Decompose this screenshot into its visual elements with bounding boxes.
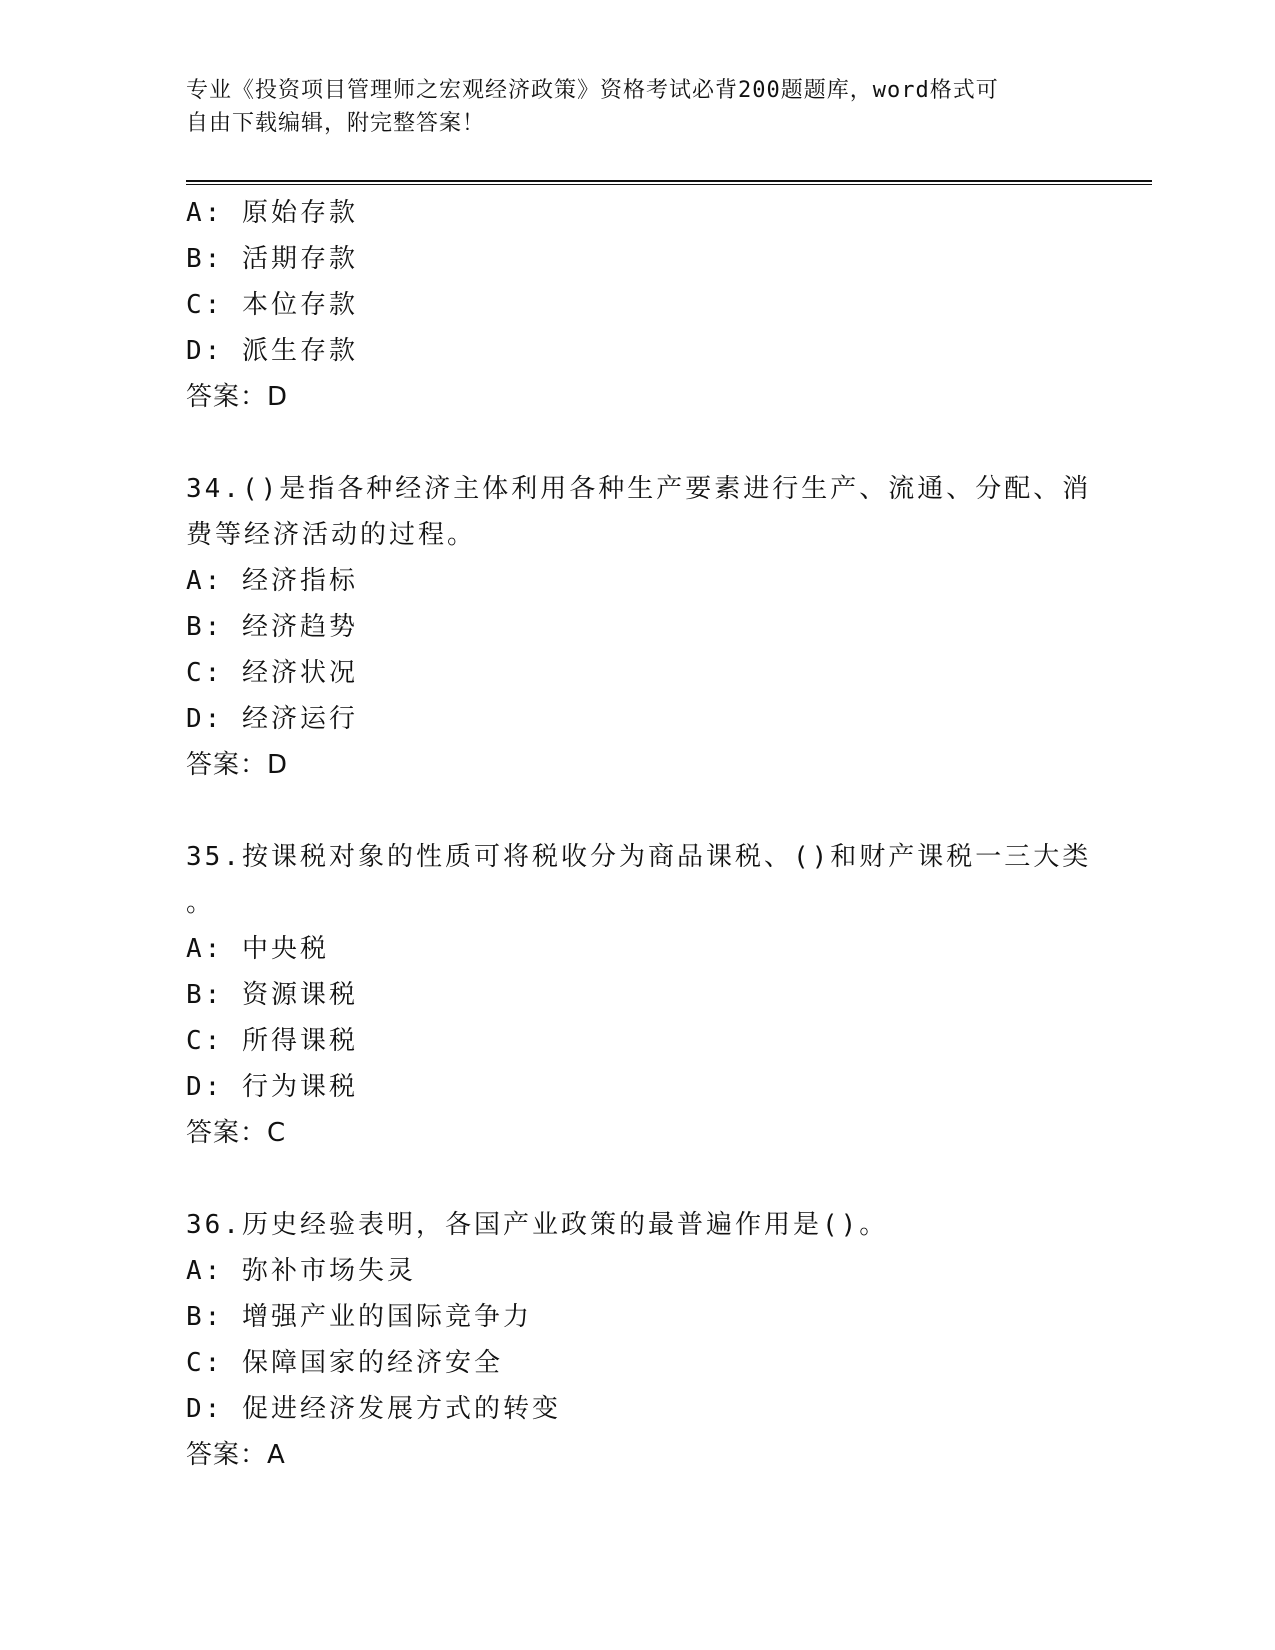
option-d: D: 经济运行 bbox=[186, 704, 358, 734]
question-33-block bbox=[186, 190, 1086, 420]
answer-line: 答案：C bbox=[186, 1118, 287, 1148]
option-a: A: 中央税 bbox=[186, 934, 329, 964]
header-rule bbox=[186, 180, 1152, 182]
spacer bbox=[186, 788, 1086, 834]
question-35-block bbox=[186, 834, 1092, 1156]
option-b: B: 活期存款 bbox=[186, 244, 358, 274]
option-a: A: 经济指标 bbox=[186, 566, 358, 596]
option-d: D: 行为课税 bbox=[186, 1072, 358, 1102]
answer-line: 答案：D bbox=[186, 382, 289, 412]
question-text-line-2: 。 bbox=[186, 888, 216, 918]
header-line-1: 专业《投资项目管理师之宏观经济政策》资格考试必背200题题库，word格式可 bbox=[186, 78, 999, 103]
question-list bbox=[186, 190, 1092, 1478]
option-c: C: 经济状况 bbox=[186, 658, 358, 688]
answer-line: 答案：D bbox=[186, 750, 289, 780]
document-header bbox=[186, 74, 1066, 140]
question-34-block bbox=[186, 466, 1092, 788]
question-text-line-1: 34.()是指各种经济主体利用各种生产要素进行生产、流通、分配、消 bbox=[186, 474, 1092, 504]
question-text-line-1: 36.历史经验表明，各国产业政策的最普遍作用是()。 bbox=[186, 1210, 889, 1240]
option-b: B: 资源课税 bbox=[186, 980, 358, 1010]
option-b: B: 增强产业的国际竞争力 bbox=[186, 1302, 532, 1332]
option-c: C: 本位存款 bbox=[186, 290, 358, 320]
answer-line: 答案：A bbox=[186, 1440, 286, 1470]
question-text-line-1: 35.按课税对象的性质可将税收分为商品课税、()和财产课税一三大类 bbox=[186, 842, 1092, 872]
question-text-line-2: 费等经济活动的过程。 bbox=[186, 520, 477, 550]
option-a: A: 原始存款 bbox=[186, 198, 358, 228]
option-b: B: 经济趋势 bbox=[186, 612, 358, 642]
option-a: A: 弥补市场失灵 bbox=[186, 1256, 416, 1286]
header-line-2: 自由下载编辑，附完整答案！ bbox=[186, 111, 486, 136]
header-rule-thin bbox=[186, 184, 1152, 185]
option-c: C: 保障国家的经济安全 bbox=[186, 1348, 503, 1378]
spacer bbox=[186, 420, 1086, 466]
option-d: D: 派生存款 bbox=[186, 336, 358, 366]
question-36-block bbox=[186, 1202, 1086, 1478]
option-c: C: 所得课税 bbox=[186, 1026, 358, 1056]
spacer bbox=[186, 1156, 1086, 1202]
option-d: D: 促进经济发展方式的转变 bbox=[186, 1394, 561, 1424]
